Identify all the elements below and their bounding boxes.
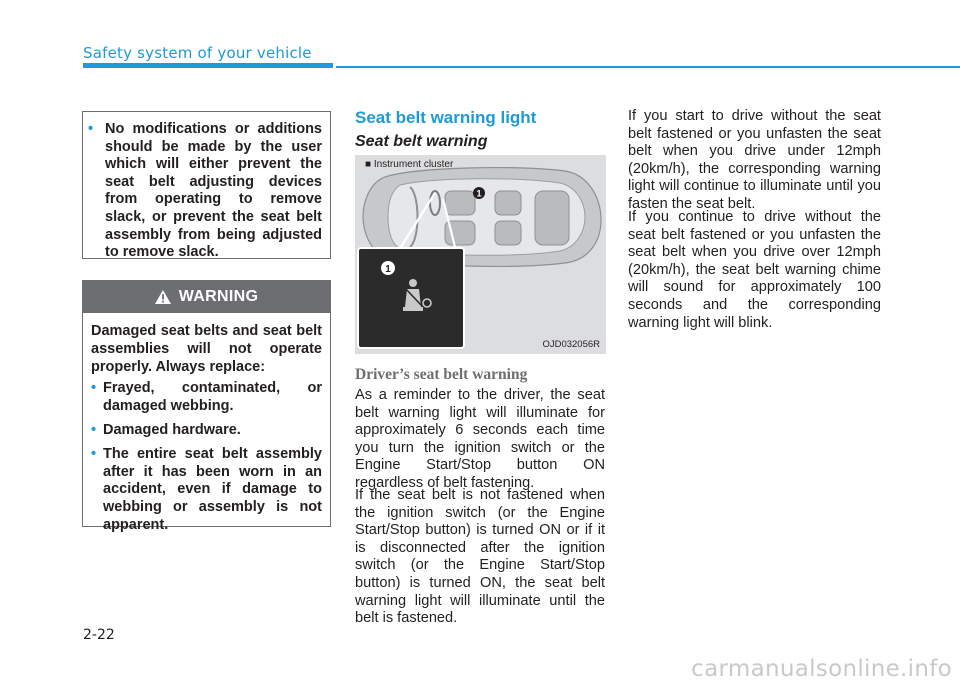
bullet-icon: • (91, 421, 97, 438)
header-rule-thick (83, 63, 333, 68)
note-item (88, 121, 322, 262)
warning-header (83, 281, 330, 313)
watermark: carmanualsonline.info (691, 656, 952, 682)
figure-code: OJD032056R (542, 339, 600, 350)
warning-list-item (91, 422, 322, 440)
note-box (82, 111, 331, 259)
instrument-cluster-figure (355, 155, 606, 354)
warning-body (83, 313, 330, 535)
section-header-title: Safety system of your vehicle (83, 44, 312, 62)
warning-item-text: Frayed, contaminated, or damaged webbing. (103, 380, 322, 415)
paragraph: If the seat belt is not fastened when the ignition switch (or the Engine Start/Stop button) is turned ON or if it is disconnected after the ignition switch (or the Engine Start/Stop button) is turned ON, the seat belt warning light will illuminate until the belt is fastened. (355, 487, 605, 627)
page-number: 2-22 (83, 627, 115, 643)
paragraph: If you continue to drive without the seat belt fastened or you unfasten the seat belt when you drive over 12mph (20km/h), the seat belt warning chime will sound for approximately 100 seconds and the corresponding warning light will blink. (628, 209, 881, 331)
warning-box (82, 280, 331, 533)
warning-heading: WARNING (178, 288, 259, 305)
bullet-icon: • (88, 121, 94, 137)
bullet-icon: • (91, 445, 97, 462)
subsection-title: Seat belt warning (355, 133, 488, 150)
warning-triangle-icon (155, 290, 171, 304)
warning-item-text: The entire seat belt assembly after it has been worn in an accident, even if damage to webbing or assembly is not apparent. (103, 445, 322, 533)
svg-text:1: 1 (476, 188, 482, 199)
car-interior-illustration (355, 155, 606, 354)
section-title: Seat belt warning light (355, 108, 537, 127)
svg-text:1: 1 (385, 264, 391, 275)
warning-list-item (91, 446, 322, 535)
warning-list (91, 380, 322, 534)
paragraph: If you start to drive without the seat belt fastened or you unfasten the seat belt when you drive under 12mph (20km/h), the corresponding warning light will continue to illuminate until you fasten the seat belt. (628, 108, 881, 212)
warning-item-text: Damaged hardware. (103, 421, 241, 438)
figure-caption: ■ Instrument cluster (365, 159, 454, 170)
paragraph: As a reminder to the driver, the seat belt warning light will illuminate for approximately 6 seconds each time you turn the ignition switch or the Engine Start/Stop button ON regardless of belt fastening. (355, 387, 605, 491)
header-rule-thin (336, 66, 960, 68)
driver-warning-heading: Driver’s seat belt warning (355, 366, 528, 383)
bullet-icon: • (91, 380, 97, 397)
note-item-text: No modifications or additions should be made by the user which will either prevent the seat belt adjusting devices from operating to remove slack, or prevent the seat belt assembly from being adjusted to remove slack. (105, 121, 322, 261)
warning-list-item (91, 380, 322, 416)
warning-intro: Damaged seat belts and seat belt assemblies will not operate properly. Always replace: (91, 323, 322, 375)
